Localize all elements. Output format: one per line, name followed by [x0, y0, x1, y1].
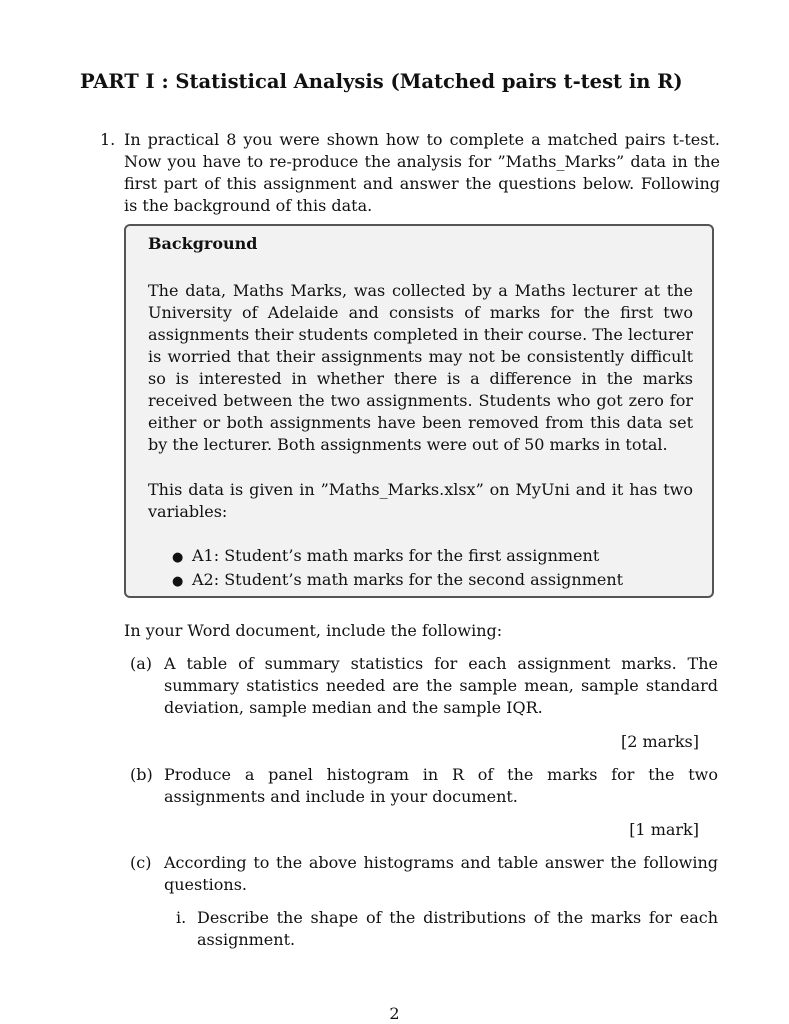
list-item: [172, 569, 623, 593]
variables-list: [172, 545, 623, 593]
include-instruction: In your Word document, include the following:: [124, 621, 503, 640]
part-b-text: Produce a panel histogram in R of the marks for the two assignments and include in your document.: [164, 765, 718, 806]
background-title: Background: [148, 234, 258, 253]
subpart-i-text: Describe the shape of the distributions of the marks for each assignment.: [197, 908, 718, 949]
question-number: 1.: [100, 130, 116, 149]
part-b-marks: [1 mark]: [629, 820, 699, 839]
variable-a2: A2: Student’s math marks for the second assignment: [192, 570, 624, 589]
part-c-text: According to the above histograms and table answer the following questions.: [164, 853, 718, 894]
question-intro: In practical 8 you were shown how to complete a matched pairs t-test. Now you have to re-produce the analysis for ”Maths_Marks” data in the first part of this assignment and answer the questions below. Following is the background of this data.: [124, 130, 720, 215]
part-a-text: A table of summary statistics for each assignment marks. The summary statistics needed are the sample mean, sample standard deviation, sample median and the sample IQR.: [164, 654, 718, 717]
part-a-label: (a): [130, 654, 153, 673]
part-b-label: (b): [130, 765, 153, 784]
list-item: [172, 545, 623, 569]
page-number: 2: [389, 1004, 400, 1023]
subpart-i-label: i.: [176, 908, 187, 927]
background-paragraph-2: This data is given in ”Maths_Marks.xlsx” on MyUni and it has two variables:: [148, 480, 693, 521]
bullet-icon: ●: [172, 550, 184, 565]
part-a-marks: [2 marks]: [620, 732, 699, 751]
bullet-icon: ●: [172, 574, 184, 589]
part-c-label: (c): [130, 853, 152, 872]
variable-a1: A1: Student’s math marks for the first assignment: [192, 546, 600, 565]
part-title: PART I : Statistical Analysis (Matched pairs t-test in R): [80, 70, 683, 93]
background-paragraph-1: The data, Maths Marks, was collected by a Maths lecturer at the University of Adelaide and consists of marks for the first two assignments their students completed in their course. The lecturer is worried that their assignments may not be consistently difficult so is interested in whether there is a difference in the marks received between the two assignments. Students who got zero for either or both assignments have been removed from this data set by the lecturer. Both assignments were out of 50 marks in total.: [148, 281, 693, 454]
